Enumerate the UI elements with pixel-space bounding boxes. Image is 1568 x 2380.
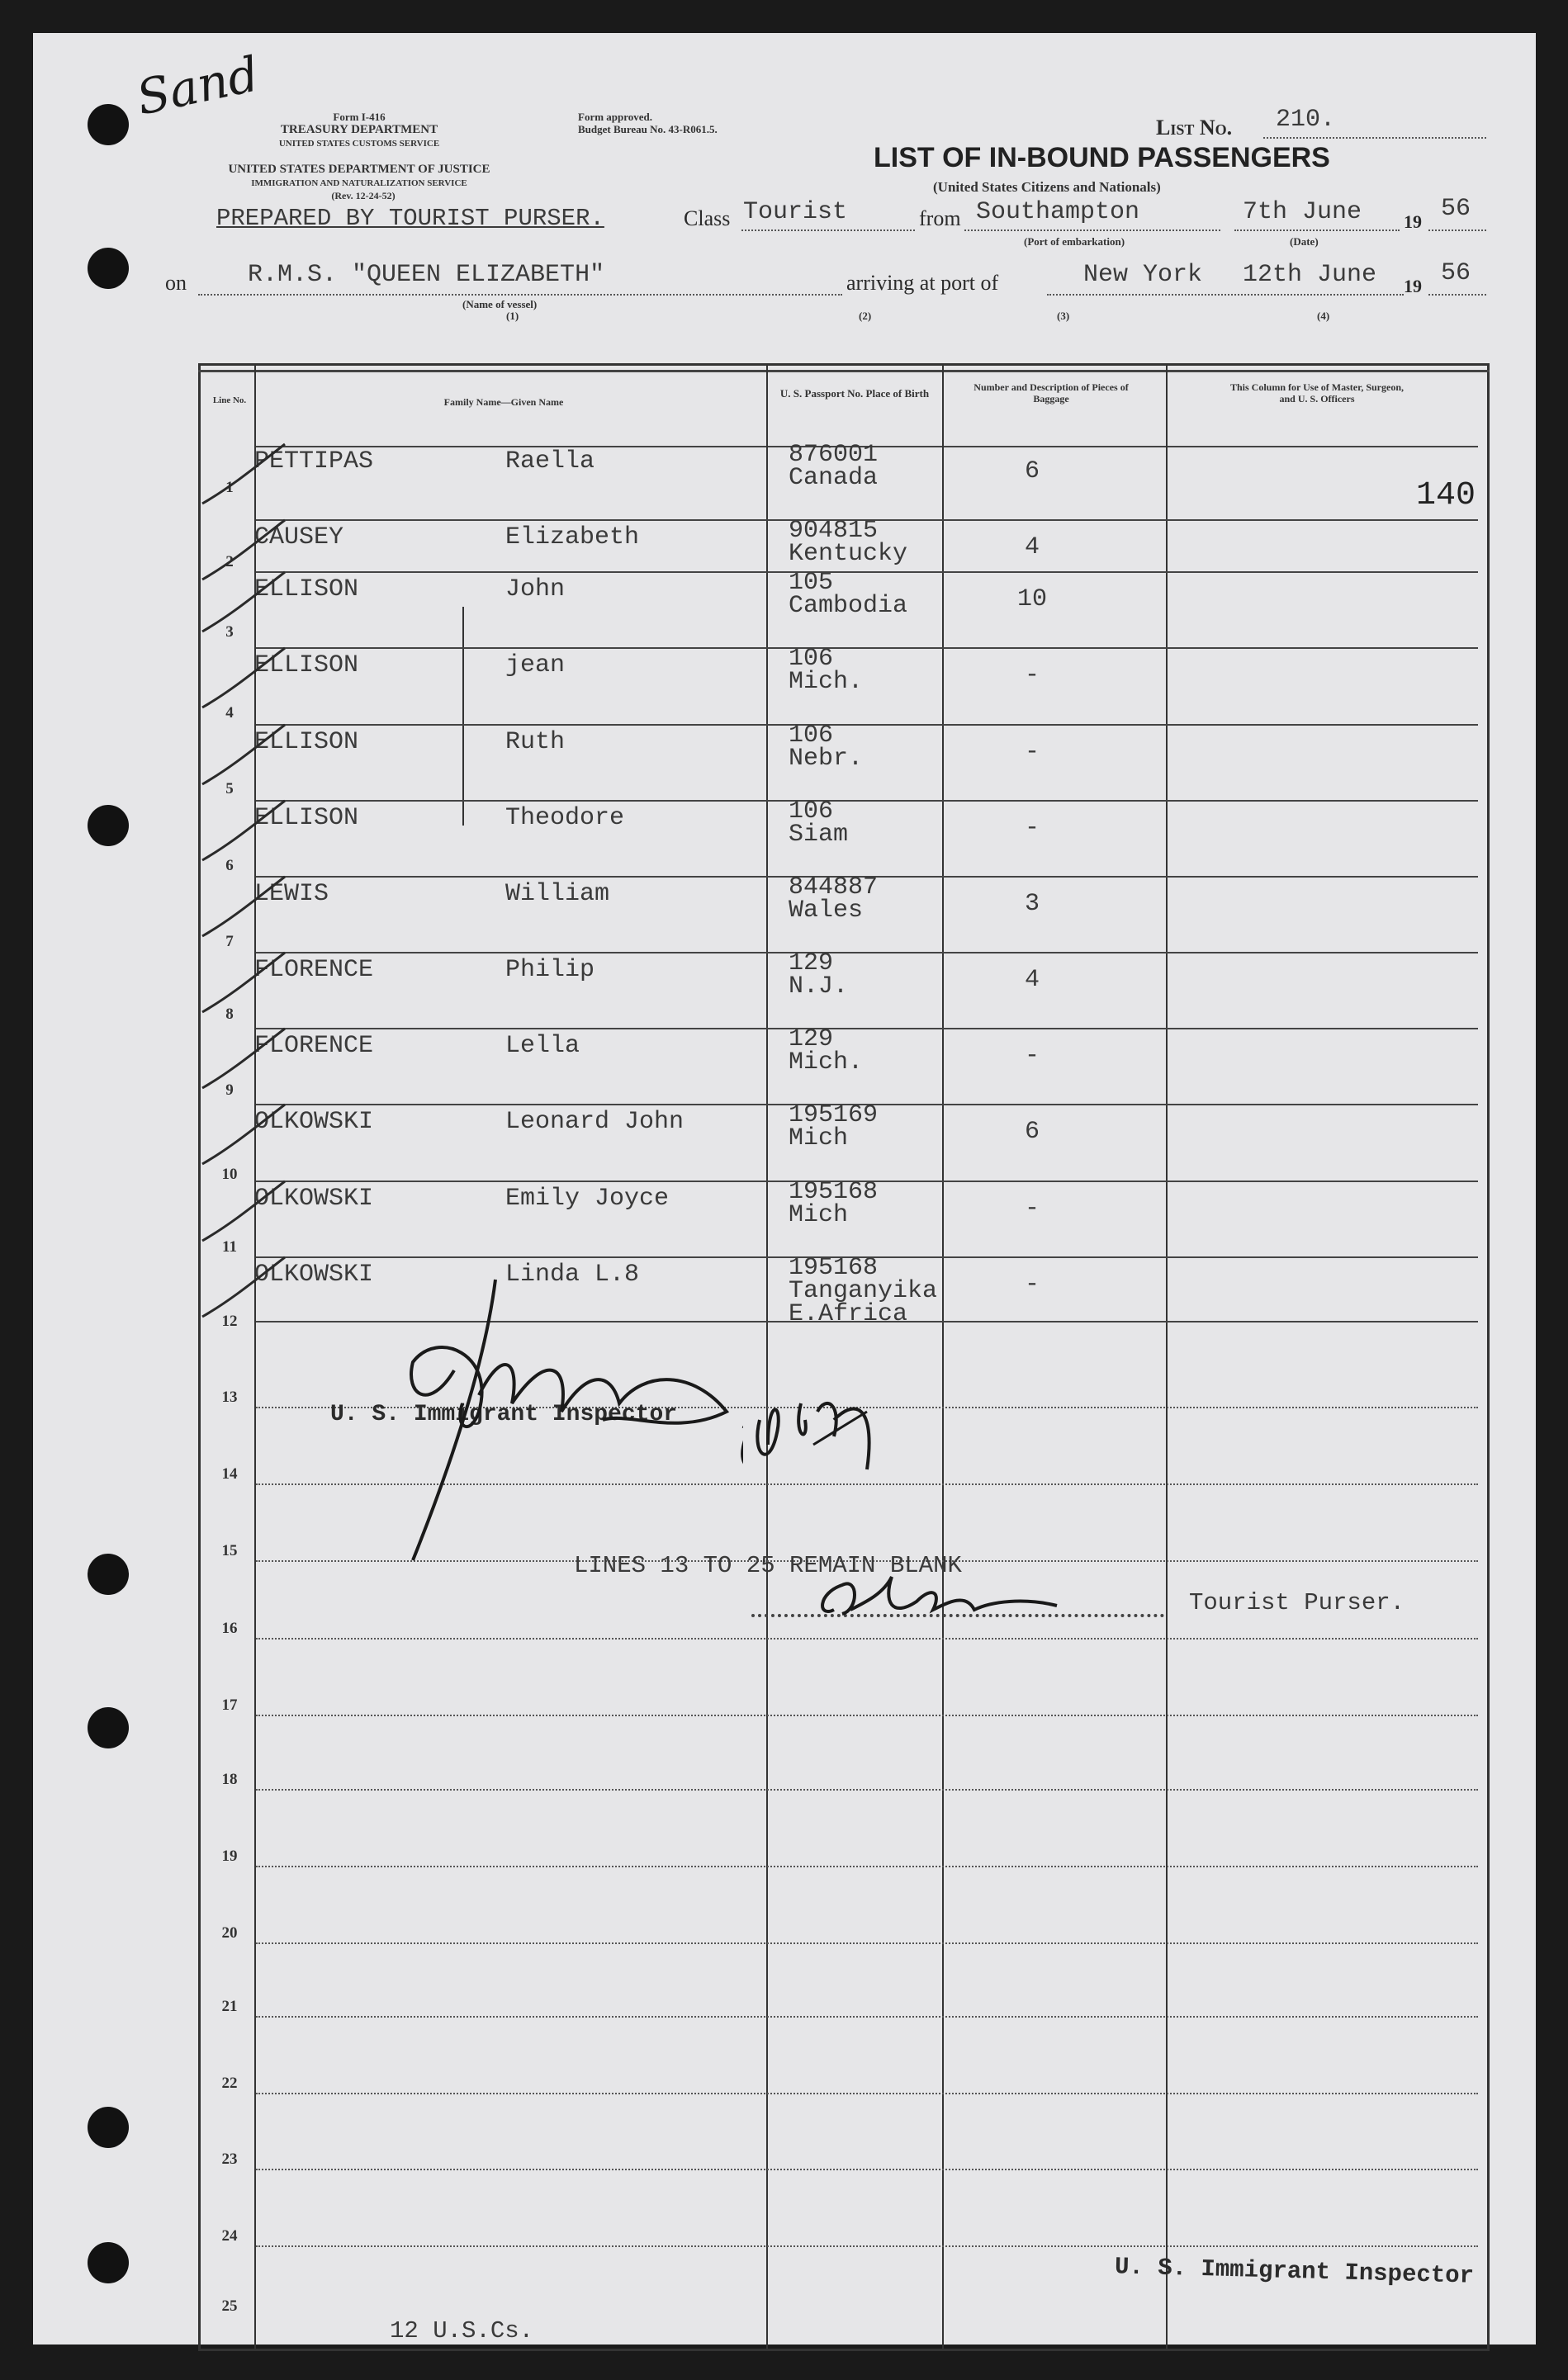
given-name: Leonard John <box>505 1108 685 1136</box>
arrival-year-prefix: 19 <box>1404 276 1422 296</box>
place-of-birth: Mich. <box>789 668 864 696</box>
purser-signature <box>809 1569 1073 1635</box>
given-name: Ruth <box>505 728 566 756</box>
given-name: Theodore <box>505 804 625 832</box>
justice-label: UNITED STATES DEPARTMENT OF JUSTICE <box>228 163 490 176</box>
form-approved: Form approved. <box>578 111 653 123</box>
check-mark <box>198 641 289 716</box>
date-line <box>1234 229 1400 231</box>
line-number: 14 <box>221 1465 238 1483</box>
baggage-count: 6 <box>1024 457 1040 485</box>
rev-label: (Rev. 12-24-52) <box>331 190 396 201</box>
row-rule <box>256 1028 1478 1029</box>
immigration-label: IMMIGRATION AND NATURALIZATION SERVICE <box>251 178 467 188</box>
passport-number: 106 <box>789 797 834 826</box>
col-header-baggage: Number and Description of Pieces of Baggage <box>973 381 1129 405</box>
form-title: LIST OF IN-BOUND PASSENGERS <box>874 142 1330 173</box>
arrival-year-line <box>1428 294 1486 296</box>
row-rule <box>256 2016 1478 2018</box>
given-name: Philip <box>505 956 595 984</box>
date-caption: (Date) <box>1290 235 1319 248</box>
vessel-name: R.M.S. "QUEEN ELIZABETH" <box>248 261 605 289</box>
line-number: 9 <box>225 1081 234 1099</box>
row-rule <box>256 952 1478 953</box>
date-value: 7th June <box>1243 198 1362 226</box>
row-rule <box>256 2093 1478 2094</box>
passport-number: 106 <box>789 645 834 673</box>
line-number: 15 <box>221 1542 238 1559</box>
vessel-caption: (Name of vessel) <box>462 298 538 310</box>
passport-number: 876001 <box>789 441 879 469</box>
customs-label: UNITED STATES CUSTOMS SERVICE <box>278 139 440 149</box>
baggage-count: - <box>1024 814 1040 842</box>
given-name: jean <box>505 651 566 679</box>
table-top-rule <box>198 370 1490 372</box>
col-divider <box>766 363 768 2351</box>
row-rule <box>256 2245 1478 2247</box>
on-label: on <box>165 271 187 295</box>
arrival-line <box>1047 294 1404 296</box>
family-name: ELLISON <box>254 728 359 756</box>
punch-hole <box>88 248 129 289</box>
initials-mark <box>743 1387 892 1478</box>
row-rule <box>256 724 1478 726</box>
row-rule <box>256 1866 1478 1867</box>
place-of-birth: Siam <box>789 821 849 849</box>
place-of-birth: Mich <box>789 1201 849 1229</box>
row-rule <box>256 800 1478 802</box>
given-name: Linda L.8 <box>505 1261 640 1289</box>
line-number: 22 <box>221 2075 238 2092</box>
passport-number: 195168 <box>789 1254 879 1282</box>
row-rule <box>256 571 1478 573</box>
col4-number: (4) <box>1317 310 1330 322</box>
arrival-year: 56 <box>1441 259 1471 287</box>
place-of-birth: Nebr. <box>789 745 864 773</box>
hand-note: Sand <box>131 45 264 126</box>
class-value: Tourist <box>743 198 848 226</box>
inspector-signature <box>380 1164 743 1569</box>
list-no-value: 210. <box>1276 106 1336 134</box>
from-line <box>964 229 1220 231</box>
line-number: 18 <box>221 1771 238 1788</box>
baggage-count: - <box>1024 1195 1040 1223</box>
family-bracket <box>462 607 464 826</box>
place-of-birth: Tanganyika <box>789 1277 938 1305</box>
treasury-label: TREASURY DEPARTMENT <box>280 123 438 136</box>
passport-number: 129 <box>789 949 834 977</box>
baggage-count: - <box>1024 1270 1040 1299</box>
list-no-label: List No. <box>1156 116 1233 140</box>
family-name: ELLISON <box>254 804 359 832</box>
arrival-port: New York <box>1083 261 1203 289</box>
place-of-birth: Mich. <box>789 1048 864 1076</box>
family-name: FLORENCE <box>254 1032 374 1060</box>
given-name: William <box>505 880 610 908</box>
line-number: 16 <box>221 1620 238 1637</box>
check-mark <box>198 1251 289 1325</box>
row-rule <box>256 1715 1478 1716</box>
line-number: 7 <box>225 933 234 950</box>
place-of-birth: Cambodia <box>789 592 908 620</box>
line-number: 21 <box>221 1998 238 2015</box>
line-number: 23 <box>221 2151 238 2168</box>
baggage-count: 6 <box>1024 1118 1040 1146</box>
passport-number: 106 <box>789 722 834 750</box>
check-mark <box>198 565 289 640</box>
class-label: Class <box>684 206 731 230</box>
family-name: CAUSEY <box>254 523 344 551</box>
baggage-count: 3 <box>1024 890 1040 918</box>
row-rule <box>256 1638 1478 1640</box>
line-number: 12 <box>221 1313 238 1330</box>
from-label: from <box>919 206 961 230</box>
col-header-line-no: Line No. <box>212 395 247 405</box>
check-mark <box>198 1022 289 1096</box>
punch-hole <box>88 805 129 846</box>
budget-number: Budget Bureau No. 43-R061.5. <box>578 123 718 135</box>
place-of-birth-cont: E.Africa <box>789 1300 908 1328</box>
year-line <box>1428 229 1486 231</box>
check-mark <box>198 1175 289 1249</box>
baggage-count: 4 <box>1024 533 1040 561</box>
baggage-count: - <box>1024 661 1040 689</box>
col-header-officers: This Column for Use of Master, Surgeon, and U. S. Officers <box>1229 381 1404 405</box>
inspector-label-bottom: U. S. Immigrant Inspector <box>1114 2253 1475 2290</box>
list-no-line <box>1263 137 1486 139</box>
row-rule <box>256 1789 1478 1791</box>
col-divider <box>942 363 944 2351</box>
col-header-name: Family Name—Given Name <box>443 396 564 408</box>
form-number: Form I-416 <box>333 111 386 123</box>
passport-number: 105 <box>789 569 834 597</box>
check-mark <box>198 946 289 1020</box>
punch-hole <box>88 1707 129 1748</box>
line-number: 11 <box>222 1238 237 1256</box>
purser-label: Tourist Purser. <box>1189 1589 1405 1616</box>
vessel-col-number: (1) <box>506 310 519 322</box>
year-prefix: 19 <box>1404 211 1422 232</box>
family-name: OLKOWSKI <box>254 1108 374 1136</box>
passport-number: 195168 <box>789 1178 879 1206</box>
given-name: Raella <box>505 447 595 476</box>
inspector-label: U. S. Immigrant Inspector <box>330 1402 678 1427</box>
row-rule <box>256 1942 1478 1944</box>
line-number: 10 <box>221 1166 238 1183</box>
family-name: PETTIPAS <box>254 447 374 476</box>
prepared-by: PREPARED BY TOURIST PURSER. <box>216 205 604 232</box>
place-of-birth: Wales <box>789 897 864 925</box>
baggage-count: 4 <box>1024 966 1040 994</box>
col-divider <box>1166 363 1168 2351</box>
given-name: Elizabeth <box>505 523 640 551</box>
line-number: 3 <box>225 623 234 641</box>
col-header-passport: U. S. Passport No. Place of Birth <box>779 387 930 400</box>
port-caption: (Port of embarkation) <box>1024 235 1125 248</box>
row-rule <box>256 2169 1478 2170</box>
arrival-date: 12th June <box>1243 261 1377 289</box>
col2-number: (2) <box>859 310 872 322</box>
passport-number: 129 <box>789 1025 834 1053</box>
family-name: OLKOWSKI <box>254 1261 374 1289</box>
footer-note: 12 U.S.Cs. <box>390 2317 534 2345</box>
place-of-birth: Canada <box>789 464 879 492</box>
line-number: 6 <box>225 857 234 874</box>
line-number: 17 <box>221 1696 238 1714</box>
punch-hole <box>88 2242 129 2283</box>
family-name: ELLISON <box>254 651 359 679</box>
remain-blank-note: LINES 13 TO 25 REMAIN BLANK <box>574 1552 962 1579</box>
place-of-birth: N.J. <box>789 972 849 1001</box>
line-number: 1 <box>225 479 234 496</box>
passport-number: 844887 <box>789 873 879 901</box>
form-page <box>33 33 1536 2345</box>
check-mark <box>198 794 289 868</box>
check-mark <box>198 1098 289 1172</box>
side-number: 140 <box>1416 477 1476 514</box>
baggage-count: - <box>1024 1042 1040 1070</box>
punch-hole <box>88 2107 129 2148</box>
line-number: 19 <box>221 1848 238 1865</box>
line-number: 20 <box>221 1924 238 1942</box>
place-of-birth: Kentucky <box>789 540 908 568</box>
punch-hole <box>88 104 129 145</box>
form-subtitle: (United States Citizens and Nationals) <box>933 179 1161 195</box>
family-name: LEWIS <box>254 880 329 908</box>
baggage-count: 10 <box>1016 585 1047 613</box>
line-number: 25 <box>221 2297 238 2315</box>
check-mark <box>198 870 289 944</box>
given-name: Emily Joyce <box>505 1185 670 1213</box>
row-rule <box>256 647 1478 649</box>
check-mark <box>198 718 289 793</box>
class-line <box>741 229 915 231</box>
baggage-count: - <box>1024 738 1040 766</box>
passport-number: 904815 <box>789 517 879 545</box>
given-name: Lella <box>505 1032 580 1060</box>
line-number: 24 <box>221 2227 238 2245</box>
vessel-line <box>198 294 842 296</box>
arriving-label: arriving at port of <box>846 271 999 295</box>
line-number: 8 <box>225 1005 234 1023</box>
line-number: 13 <box>221 1389 238 1406</box>
family-name: FLORENCE <box>254 956 374 984</box>
check-mark <box>198 438 289 512</box>
col3-number: (3) <box>1057 310 1070 322</box>
punch-hole <box>88 1554 129 1595</box>
line-number: 4 <box>225 704 234 722</box>
year-value: 56 <box>1441 195 1471 223</box>
place-of-birth: Mich <box>789 1124 849 1152</box>
family-name: OLKOWSKI <box>254 1185 374 1213</box>
family-name: ELLISON <box>254 575 359 603</box>
given-name: John <box>505 575 566 603</box>
line-number: 5 <box>225 780 234 797</box>
line-number: 2 <box>225 553 234 570</box>
from-value: Southampton <box>976 198 1140 226</box>
passport-number: 195169 <box>789 1101 879 1129</box>
